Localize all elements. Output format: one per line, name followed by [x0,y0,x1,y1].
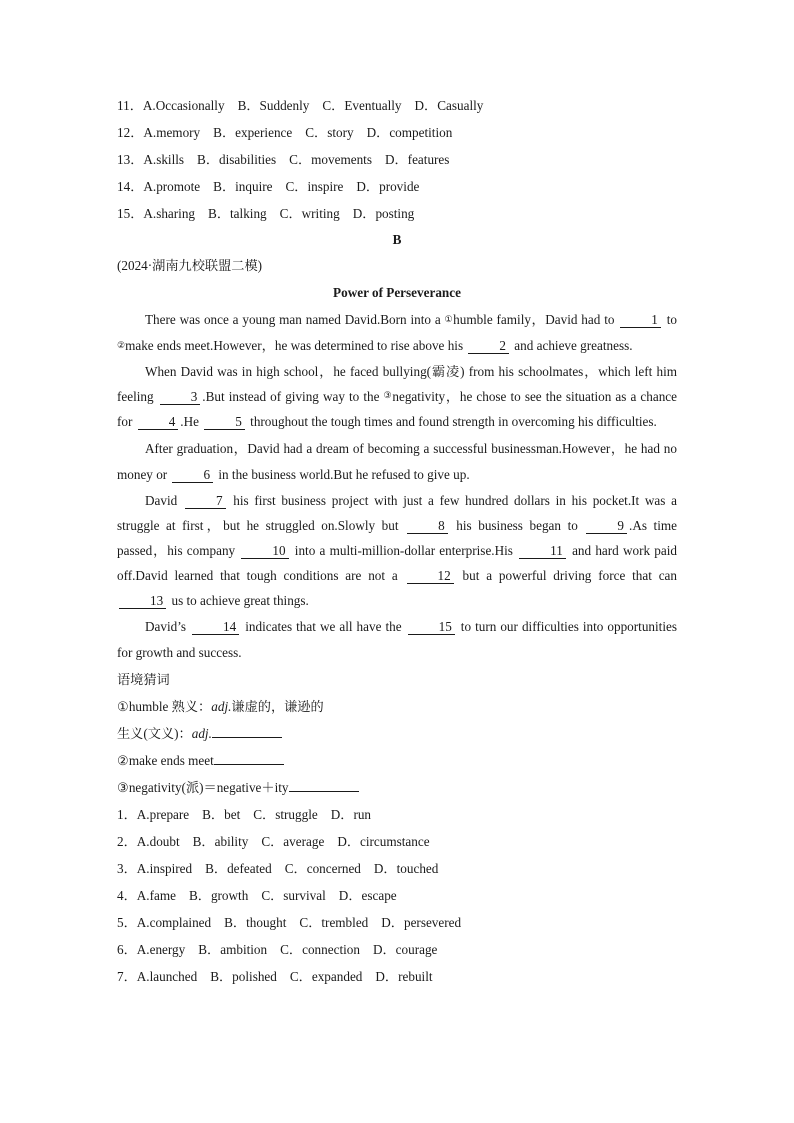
option-d: D．features [384,152,450,167]
blank-8: 8 [407,519,448,534]
blank-9: 9 [586,519,627,534]
option-row-2: 2．A.doubt B．ability C．average D．circumstance [117,834,430,849]
option-c: C．writing [279,206,340,221]
answer-line [214,750,284,765]
blank-10: 10 [241,544,288,559]
answer-line [289,777,359,792]
question-number: 12． [117,125,144,140]
blank-14: 14 [192,620,239,635]
option-a: A.promote [143,179,201,194]
vocab-heading: 语境猜词 [117,672,170,687]
paragraph-3: After graduation，David had a dream of becoming a successful businessman.However，he had no money or 6 in the business world.But he refused to give up. [117,441,677,482]
blank-3: 3 [160,390,201,405]
option-row-5: 5．A.complained B．thought C．trembled D．persevered [117,915,462,930]
paragraph-1: There was once a young man named David.Born into a ①humble family，David had to 1 to ②make ends meet.However，he was determined to rise above his 2 and achieve greatness. [117,312,677,353]
vocab-line-1: ①humble 熟义：adj.谦虚的，谦逊的 [117,699,324,714]
footnote-mark: ① [444,314,454,324]
option-c: C．inspire [285,179,344,194]
footnote-mark: ③ [383,390,393,400]
option-a: A.Occasionally [142,98,225,113]
option-c: C．Eventually [322,98,402,113]
option-row-14 [117,173,677,200]
blank-13: 13 [119,594,166,609]
blank-15: 15 [408,620,455,635]
vocab-line-2: 生义(文义)：adj. [117,720,677,747]
answer-line [212,723,282,738]
option-row-6: 6．A.energy B．ambition C．connection D．courage [117,942,438,957]
question-number: 15． [117,206,144,221]
option-row-1: 1．A.prepare B．bet C．struggle D．run [117,807,372,822]
option-d: D．competition [366,125,453,140]
source-note: (2024·湖南九校联盟二模) [117,258,263,273]
blank-7: 7 [185,494,226,509]
option-b: B．Suddenly [237,98,310,113]
option-b: B．experience [213,125,293,140]
paragraph-4: David 7 his first business project with just a few hundred dollars in his pocket.It was a struggle at first，but he struggled on.Slowly but 8 his business began to 9 .As time passed，his company 10 into a multi-million-dollar enterprise.His 11 and hard work paid off.David learned that tough conditions are not a 12 but a powerful driving force that can 13 us to achieve great things. [117,493,678,608]
option-c: C．movements [289,152,372,167]
option-row-11 [117,92,677,119]
option-row-15 [117,200,677,227]
blank-2: 2 [468,339,509,354]
option-b: B．talking [208,206,267,221]
vocab-line-4: ③negativity(派)＝negative＋ity [117,774,677,801]
options-bottom [117,801,677,990]
option-c: C．story [305,125,354,140]
question-number: 14． [117,179,144,194]
blank-6: 6 [172,468,213,483]
paragraph-2: When David was in high school，he faced bullying(霸凌) from his schoolmates，which left him feeling 3 .But instead of giving way to the ③negativity，he chose to see the situation as a chance for 4 .He 5 throughout the tough times and found strength in overcoming his difficulties. [117,364,677,429]
option-row-4: 4．A.fame B．growth C．survival D．escape [117,888,397,903]
options-top [117,92,677,227]
option-row-7: 7．A.launched B．polished C．expanded D．rebuilt [117,969,433,984]
document-page [117,92,677,990]
vocab-line-3: ②make ends meet [117,747,677,774]
option-a: A.memory [143,125,201,140]
paragraph-5: David’s 14 indicates that we all have the 15 to turn our difficulties into opportunities for growth and success. [117,619,677,660]
option-a: A.sharing [143,206,196,221]
section-label: B [392,232,402,247]
question-number: 13． [117,152,144,167]
passage-title: Power of Perseverance [333,285,461,300]
footnote-mark: ② [117,340,126,350]
option-b: B．disabilities [197,152,277,167]
option-a: A.skills [143,152,185,167]
option-row-13 [117,146,677,173]
option-d: D．Casually [414,98,484,113]
question-number: 11． [117,98,143,113]
blank-5: 5 [204,415,245,430]
blank-12: 12 [407,569,454,584]
blank-4: 4 [138,415,179,430]
option-d: D．provide [356,179,420,194]
blank-11: 11 [519,544,566,559]
option-row-3: 3．A.inspired B．defeated C．concerned D．touched [117,861,439,876]
option-row-12 [117,119,677,146]
option-d: D．posting [352,206,415,221]
blank-1: 1 [620,313,661,328]
option-b: B．inquire [213,179,273,194]
